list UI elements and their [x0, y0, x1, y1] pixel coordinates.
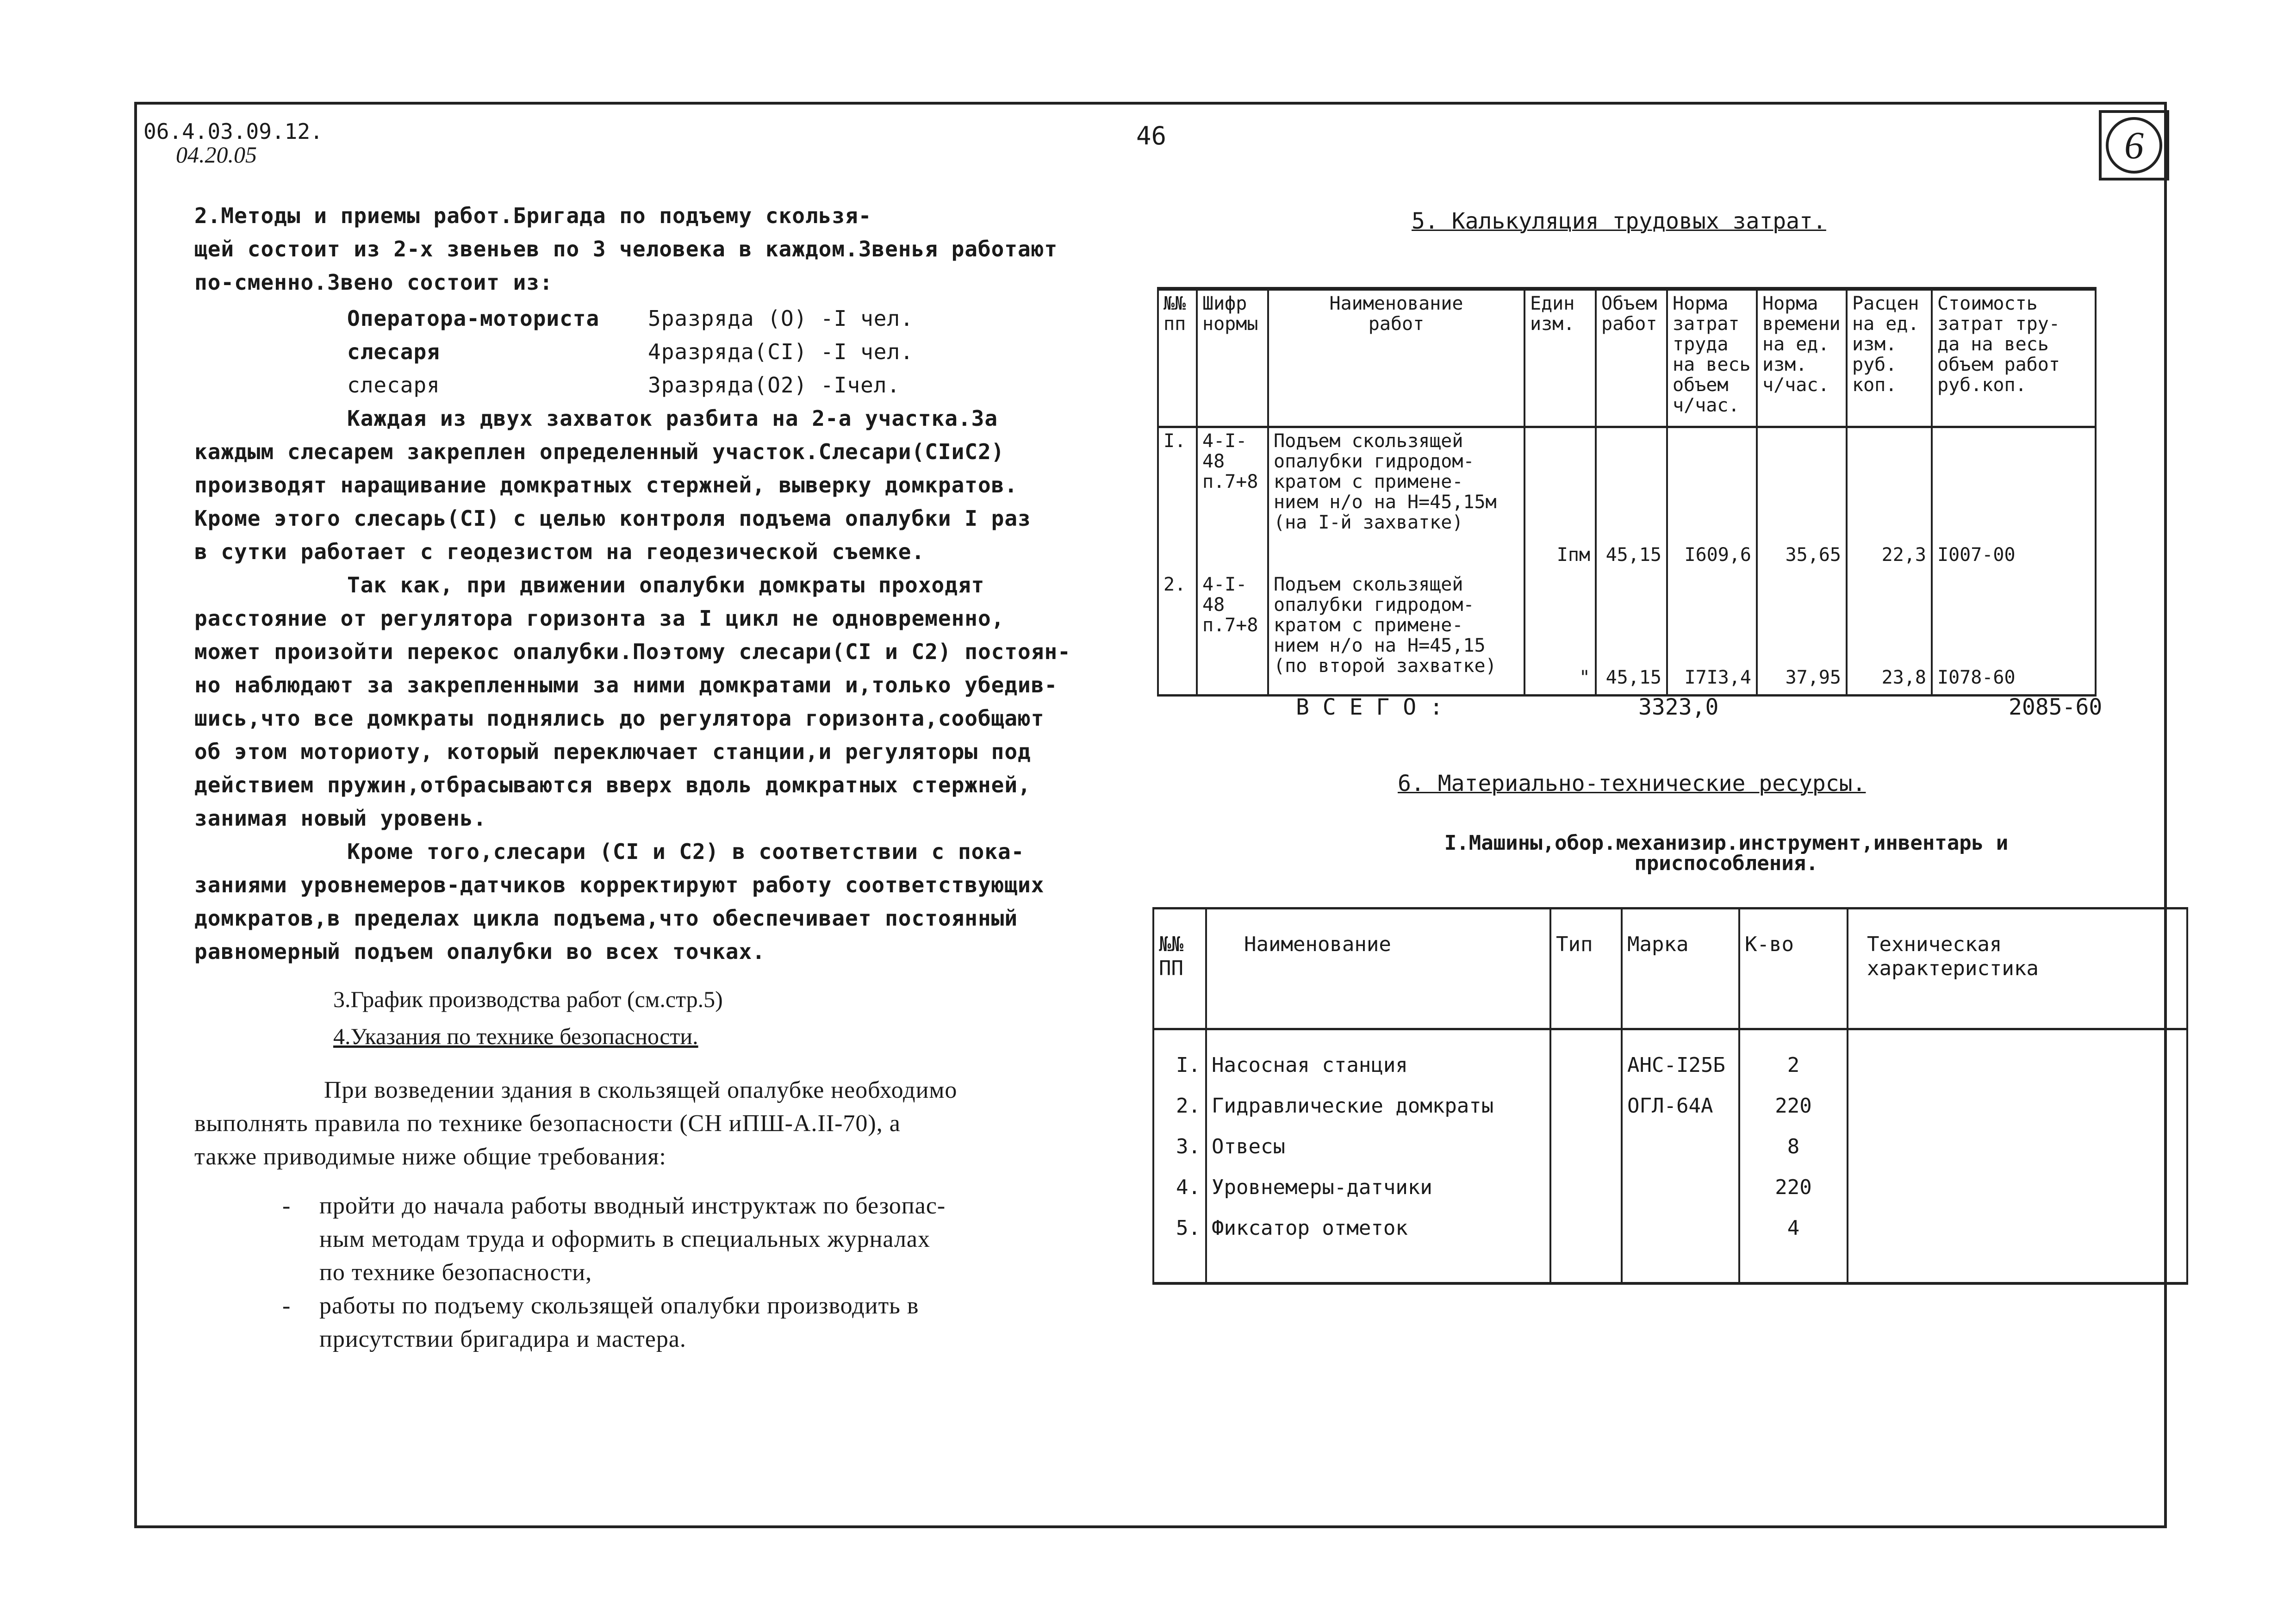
item-type: [1550, 1212, 1622, 1283]
row-number: 2.: [1153, 1089, 1206, 1130]
rate: 22,3: [1847, 427, 1932, 572]
item-quantity: 4: [1739, 1212, 1848, 1283]
bullet-dash: -: [282, 1193, 291, 1219]
document-code-handwritten: 04.20.05: [176, 142, 257, 168]
total-cost: 2085-60: [2009, 694, 2103, 720]
paragraph-level-gauges: Кроме того,слесари (СI и С2) в соответствии с пока- заниями уровнемеров-датчиков корректируют работу соответствующих домкратов,в пределах цикла подъема,что обеспечивает постоянный равномерный подъем опалубки во всех точках.: [194, 839, 1045, 964]
item-type: [1550, 1171, 1622, 1212]
unit: Iпм: [1524, 427, 1596, 572]
table-row: [1153, 1029, 2187, 1090]
item-spec: [1848, 1089, 2187, 1130]
staff-role: слесаря: [347, 339, 440, 364]
column-header: Техническая характеристика: [1848, 908, 2187, 1029]
staff-list: [194, 302, 1148, 402]
row-number: 2.: [1158, 572, 1197, 696]
item-name: Отвесы: [1206, 1130, 1550, 1171]
paragraph-sections: Каждая из двух захваток разбита на 2-а участка.За каждым слесарем закреплен определенный участок.Слесари(СIиС2) производят наращивание домкратных стержней, выверку домкратов. Кроме этого слесарь(СI) с целью контроля подъема опалубки I раз в сутки работает с геодезистом на геодезической съемке.: [194, 406, 1031, 564]
item-quantity: 220: [1739, 1171, 1848, 1212]
row-number: 5.: [1153, 1212, 1206, 1283]
safety-intro: При возведении здания в скользящей опалубке необходимо выполнять правила по технике безопасности (СН иПШ-А.II-70), а также приводимые ниже общие требования:: [194, 1077, 958, 1170]
item-quantity: 8: [1739, 1130, 1848, 1171]
table-header-row: [1158, 289, 2096, 427]
item-quantity: 220: [1739, 1089, 1848, 1130]
safety-bullets: [282, 1189, 1162, 1356]
row-number: 3.: [1153, 1130, 1206, 1171]
norm-unit: 35,65: [1757, 427, 1847, 572]
total-norm: 3323,0: [1638, 694, 1719, 720]
bullet-text: пройти до начала работы вводный инструктаж по безопас- ным методам труда и оформить в специальных журналах по технике безопасности,: [319, 1193, 946, 1286]
norm-code: 4-I-48 п.7+8: [1197, 427, 1268, 572]
unit: ": [1524, 572, 1596, 696]
sheet-mark-box: [2099, 110, 2169, 180]
table-row: [1153, 1089, 2187, 1130]
left-column: [194, 199, 1148, 968]
row-number: I.: [1153, 1029, 1206, 1090]
table-row: [1153, 1212, 2187, 1283]
staff-grade: 4разряда(СI) -I чел.: [648, 339, 914, 364]
list-item: [282, 1289, 1162, 1356]
labor-section-title: 5. Калькуляция трудовых затрат.: [1412, 208, 1826, 234]
section-2-intro: 2.Методы и приемы работ.Бригада по подъему скользя- щей состоит из 2-х звеньев по 3 человека в каждом.Звенья работают по-сменно.Звено состоит из:: [194, 203, 1058, 295]
column-header: Шифр нормы: [1197, 289, 1268, 427]
norm-total: I609,6: [1667, 427, 1757, 572]
column-header: Объем работ: [1596, 289, 1667, 427]
item-name: Насосная станция: [1206, 1029, 1550, 1090]
page-number: 46: [1136, 121, 1167, 150]
norm-code: 4-I-48 п.7+8: [1197, 572, 1268, 696]
cost: I007-00: [1932, 427, 2096, 572]
column-header: Стоимость затрат тру- да на весь объем работ руб.коп.: [1932, 289, 2096, 427]
table-row: [1158, 572, 2096, 696]
paragraph-jacks: Так как, при движении опалубки домкраты проходят расстояние от регулятора горизонта за I цикл не одновременно, может произойти перекос опалубки.Поэтому слесари(СI и С2) постоян- но наблюдают за закрепленными за ними домкратами и,только убедив- шись,что все домкраты поднялись до регулятора горизонта,сообщают об этом моториоту, который переключает станции,и регуляторы под действием пружин,отбрасываются вверх вдоль домкратных стержней, занимая новый уровень.: [194, 572, 1071, 831]
item-type: [1550, 1029, 1622, 1090]
column-header: Наименование: [1206, 908, 1550, 1029]
item-type: [1550, 1089, 1622, 1130]
item-name: Гидравлические домкраты: [1206, 1089, 1550, 1130]
table-row: [1153, 1130, 2187, 1171]
rate: 23,8: [1847, 572, 1932, 696]
item-brand: [1622, 1212, 1739, 1283]
sheet-mark: 6: [2106, 117, 2162, 174]
item-brand: ОГЛ-64А: [1622, 1089, 1739, 1130]
resources-subtitle: I.Машины,обор.механизир.инструмент,инвентарь и приспособления.: [1444, 831, 2009, 875]
item-spec: [1848, 1212, 2187, 1283]
document-code: 06.4.03.09.12.: [143, 119, 323, 144]
column-header: Норма времени на ед. изм. ч/час.: [1757, 289, 1847, 427]
resources-section-title: 6. Материально-технические ресурсы.: [1398, 771, 1866, 796]
section-3-schedule: 3.График производства работ (см.стр.5): [333, 986, 723, 1012]
item-type: [1550, 1130, 1622, 1171]
staff-role: слесаря: [347, 373, 440, 398]
table-row: [1153, 1171, 2187, 1212]
row-number: 4.: [1153, 1171, 1206, 1212]
total-label: В С Е Г О :: [1296, 694, 1443, 720]
table-row: [1158, 427, 2096, 572]
cost: I078-60: [1932, 572, 2096, 696]
column-header: Един изм.: [1524, 289, 1596, 427]
item-brand: АНС-I25Б: [1622, 1029, 1739, 1090]
item-name: Фиксатор отметок: [1206, 1212, 1550, 1283]
column-header: К-во: [1739, 908, 1848, 1029]
item-brand: [1622, 1130, 1739, 1171]
staff-grade: 3разряда(О2) -Iчел.: [648, 373, 901, 398]
column-header: Расцен на ед. изм. руб. коп.: [1847, 289, 1932, 427]
bullet-text: работы по подъему скользящей опалубки производить в присутствии бригадира и мастера.: [319, 1293, 919, 1352]
item-spec: [1848, 1029, 2187, 1090]
volume: 45,15: [1596, 572, 1667, 696]
list-item: [282, 1189, 1162, 1289]
row-number: I.: [1158, 427, 1197, 572]
bullet-dash: -: [282, 1293, 291, 1319]
volume: 45,15: [1596, 427, 1667, 572]
item-quantity: 2: [1739, 1029, 1848, 1090]
norm-unit: 37,95: [1757, 572, 1847, 696]
item-spec: [1848, 1171, 2187, 1212]
item-spec: [1848, 1130, 2187, 1171]
work-name: Подъем скользящей опалубки гидродом- кратом с примене- нием н/о на Н=45,15м (на I-й захватке): [1268, 427, 1524, 572]
item-name: Уровнемеры-датчики: [1206, 1171, 1550, 1212]
column-header: Наименование работ: [1268, 289, 1524, 427]
resources-table: [1152, 907, 2188, 1285]
work-name: Подъем скользящей опалубки гидродом- кратом с примене- нием н/о на Н=45,15 (по второй захватке): [1268, 572, 1524, 696]
norm-total: I7I3,4: [1667, 572, 1757, 696]
section-4-title: 4.Указания по технике безопасности.: [333, 1023, 698, 1049]
staff-role: Оператора-моториста: [347, 306, 600, 331]
staff-grade: 5разряда (О) -I чел.: [648, 306, 914, 331]
column-header: №№ пп: [1158, 289, 1197, 427]
column-header: Марка: [1622, 908, 1739, 1029]
column-header: Тип: [1550, 908, 1622, 1029]
section-4-body: [194, 1074, 1148, 1174]
table-header-row: [1153, 908, 2187, 1029]
column-header: Норма затрат труда на весь объем ч/час.: [1667, 289, 1757, 427]
column-header: №№ ПП: [1153, 908, 1206, 1029]
item-brand: [1622, 1171, 1739, 1212]
labor-table: [1157, 287, 2097, 697]
